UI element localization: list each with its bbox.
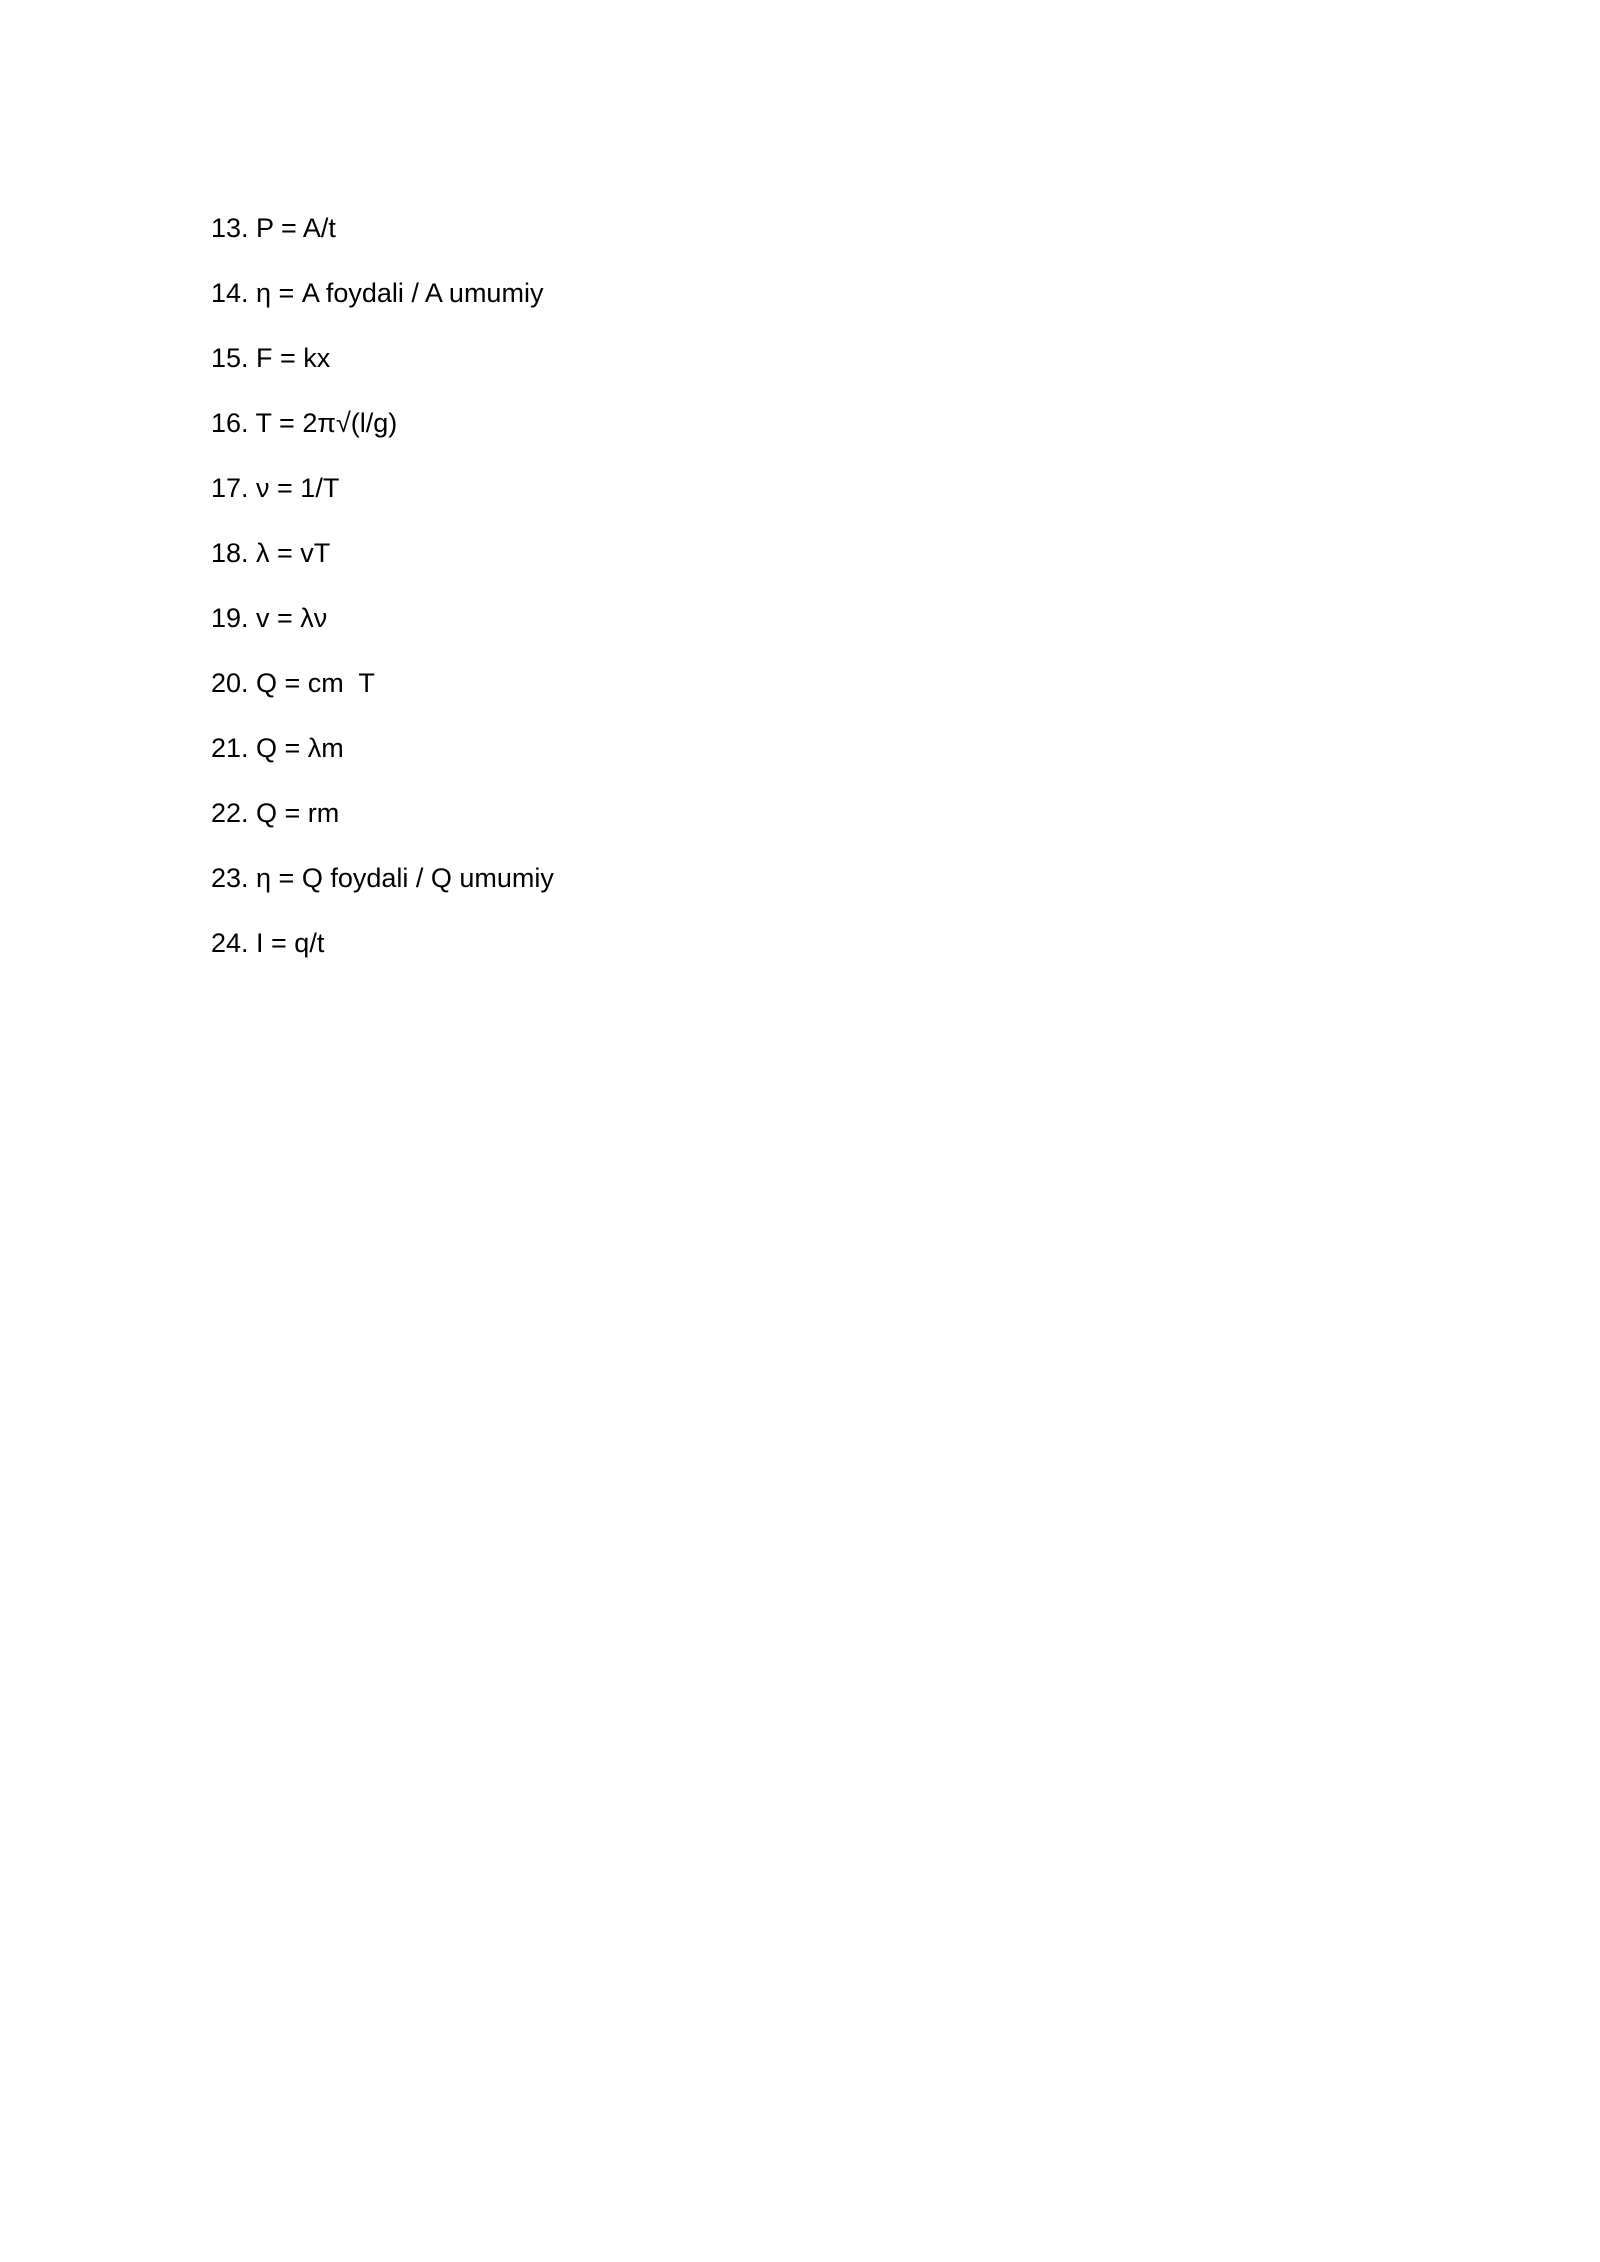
formula-18: 18. λ = vT [211,538,331,568]
formula-16: 16. T = 2π√(l/g) [211,408,398,438]
formula-17: 17. ν = 1/T [211,473,340,503]
formula-list [211,207,554,987]
formula-15: 15. F = kx [211,343,331,373]
formula-19: 19. v = λν [211,603,328,633]
formula-21: 21. Q = λm [211,733,344,763]
formula-13: 13. P = A/t [211,213,336,243]
formula-23: 23. η = Q foydali / Q umumiy [211,863,554,893]
formula-24: 24. I = q/t [211,928,325,958]
formula-22: 22. Q = rm [211,798,340,828]
formula-14: 14. η = A foydali / A umumiy [211,278,544,308]
formula-20: 20. Q = cm T [211,668,375,698]
